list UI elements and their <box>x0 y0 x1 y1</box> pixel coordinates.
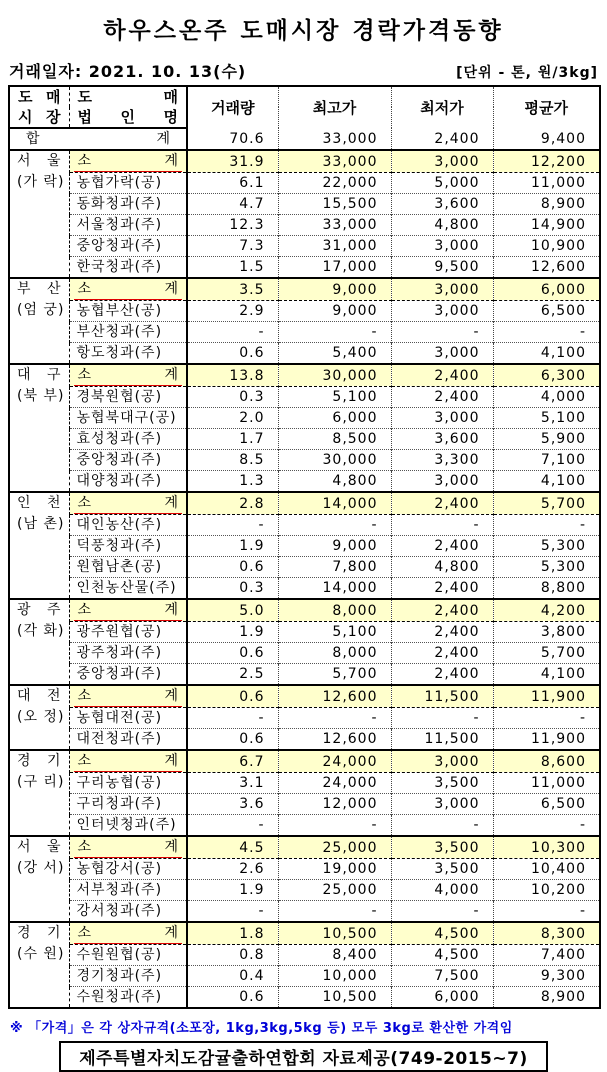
market-cell <box>9 150 69 278</box>
avg-cell: - <box>493 901 600 923</box>
volume-cell: 0.6 <box>187 987 278 1009</box>
subtotal-label-cell <box>69 685 187 708</box>
table-row <box>9 215 600 236</box>
high-cell: 5,100 <box>278 622 391 643</box>
volume-cell: - <box>187 815 278 837</box>
table-row <box>9 450 600 471</box>
corp-name-cell: 인터넷청과(주) <box>69 815 187 837</box>
meta-row <box>9 59 598 82</box>
avg-cell: 10,400 <box>493 859 600 880</box>
low-cell: 3,000 <box>391 343 493 365</box>
volume-cell: 0.6 <box>187 685 278 708</box>
high-cell: 9,000 <box>278 536 391 557</box>
volume-cell: 0.6 <box>187 343 278 365</box>
header-avg: 평균가 <box>493 86 600 128</box>
low-cell: 2,400 <box>391 664 493 686</box>
avg-cell: 7,400 <box>493 945 600 966</box>
subtotal-label: 소 계 <box>74 837 183 858</box>
market-label: (남 촌) <box>17 516 65 532</box>
avg-cell: 5,300 <box>493 536 600 557</box>
high-cell: 9,000 <box>278 278 391 301</box>
avg-cell: 5,100 <box>493 408 600 429</box>
high-cell: 8,000 <box>278 643 391 664</box>
high-cell: 14,000 <box>278 578 391 600</box>
volume-cell: 6.7 <box>187 750 278 773</box>
subtotal-label: 소 계 <box>74 686 183 707</box>
low-cell: 3,000 <box>391 236 493 257</box>
market-label: (각 화) <box>17 623 65 639</box>
low-cell: 3,600 <box>391 429 493 450</box>
subtotal-label-cell <box>69 492 187 515</box>
market-label: (가 락) <box>17 174 65 190</box>
corp-name-cell: 수원청과(주) <box>69 987 187 1009</box>
avg-cell: 12,600 <box>493 257 600 279</box>
low-cell: 3,000 <box>391 408 493 429</box>
volume-cell: 1.3 <box>187 471 278 493</box>
table-row <box>9 794 600 815</box>
high-cell: 8,400 <box>278 945 391 966</box>
corp-name-cell: 농협강서(공) <box>69 859 187 880</box>
volume-cell: 0.3 <box>187 387 278 408</box>
subtotal-label: 소 계 <box>74 751 183 772</box>
subtotal-row <box>9 278 600 301</box>
price-table <box>8 85 601 1009</box>
high-cell: 12,600 <box>278 729 391 751</box>
low-cell: 3,000 <box>391 301 493 322</box>
low-cell: 11,500 <box>391 685 493 708</box>
table-row <box>9 987 600 1009</box>
header-high: 최고가 <box>278 86 391 128</box>
corp-name-cell: 서울청과(주) <box>69 215 187 236</box>
market-cell <box>9 278 69 364</box>
price-footnote: ※ 「가격」은 각 상자규격(소포장, 1kg,3kg,5kg 등) 모두 3kg로 환산한 가격임 <box>10 1021 513 1036</box>
subtotal-row <box>9 836 600 859</box>
low-cell: 3,500 <box>391 773 493 794</box>
corp-name-cell: 덕풍청과(주) <box>69 536 187 557</box>
low-cell: 3,600 <box>391 194 493 215</box>
market-label: (북 부) <box>17 388 65 404</box>
header-volume: 거래량 <box>187 86 278 128</box>
high-cell: 15,500 <box>278 194 391 215</box>
volume-cell: 0.3 <box>187 578 278 600</box>
high-cell: 14,000 <box>278 492 391 515</box>
avg-cell: 6,000 <box>493 278 600 301</box>
high-cell: 25,000 <box>278 836 391 859</box>
high-cell: - <box>278 322 391 343</box>
subtotal-label: 소 계 <box>74 493 183 514</box>
volume-cell: 2.0 <box>187 408 278 429</box>
low-cell: 2,400 <box>391 578 493 600</box>
volume-cell: 6.1 <box>187 173 278 194</box>
low-cell: 2,400 <box>391 599 493 622</box>
corp-name-cell: 한국청과(주) <box>69 257 187 279</box>
avg-cell: - <box>493 515 600 536</box>
table-row <box>9 343 600 365</box>
table-row <box>9 429 600 450</box>
corp-name-cell: 중앙청과(주) <box>69 664 187 686</box>
high-cell: 22,000 <box>278 173 391 194</box>
subtotal-row <box>9 922 600 945</box>
avg-cell: 4,100 <box>493 664 600 686</box>
low-cell: 7,500 <box>391 966 493 987</box>
subtotal-label-cell <box>69 278 187 301</box>
subtotal-row <box>9 364 600 387</box>
high-cell: - <box>278 901 391 923</box>
high-cell: 30,000 <box>278 364 391 387</box>
low-cell: - <box>391 901 493 923</box>
low-cell: 4,500 <box>391 922 493 945</box>
low-cell: 6,000 <box>391 987 493 1009</box>
high-cell: 31,000 <box>278 236 391 257</box>
corp-name-cell: 수원원협(공) <box>69 945 187 966</box>
market-cell <box>9 685 69 750</box>
market-label: 서 울 <box>17 153 62 169</box>
low-cell: 2,400 <box>391 643 493 664</box>
high-cell: - <box>278 708 391 729</box>
unit-label: [단위 - 톤, 원/3kg] <box>456 65 598 81</box>
volume-cell: 3.1 <box>187 773 278 794</box>
low-cell: 3,300 <box>391 450 493 471</box>
avg-cell: 11,900 <box>493 685 600 708</box>
grand-total-avg: 9,400 <box>493 128 600 150</box>
corp-name-cell: 중앙청과(주) <box>69 450 187 471</box>
low-cell: - <box>391 708 493 729</box>
avg-cell: 8,300 <box>493 922 600 945</box>
high-cell: 5,400 <box>278 343 391 365</box>
market-label: 경 기 <box>17 753 62 769</box>
corp-name-cell: 구리청과(주) <box>69 794 187 815</box>
market-cell <box>9 364 69 492</box>
volume-cell: 3.5 <box>187 278 278 301</box>
avg-cell: 9,300 <box>493 966 600 987</box>
avg-cell: 11,900 <box>493 729 600 751</box>
table-row <box>9 901 600 923</box>
avg-cell: 5,700 <box>493 643 600 664</box>
volume-cell: 1.7 <box>187 429 278 450</box>
low-cell: 3,000 <box>391 471 493 493</box>
corp-name-cell: 경북원협(공) <box>69 387 187 408</box>
avg-cell: 3,800 <box>493 622 600 643</box>
market-label: (엄 궁) <box>17 302 65 318</box>
low-cell: 4,800 <box>391 557 493 578</box>
volume-cell: 1.5 <box>187 257 278 279</box>
avg-cell: 14,900 <box>493 215 600 236</box>
volume-cell: - <box>187 708 278 729</box>
avg-cell: 8,900 <box>493 194 600 215</box>
avg-cell: 4,000 <box>493 387 600 408</box>
high-cell: 5,700 <box>278 664 391 686</box>
low-cell: 2,400 <box>391 492 493 515</box>
page-title: 하우스온주 도매시장 경락가격동향 <box>103 18 504 44</box>
corp-name-cell: 대전청과(주) <box>69 729 187 751</box>
table-row <box>9 708 600 729</box>
avg-cell: 10,300 <box>493 836 600 859</box>
market-cell <box>9 599 69 685</box>
subtotal-label-cell <box>69 150 187 173</box>
low-cell: - <box>391 815 493 837</box>
market-label: 대 전 <box>17 688 62 704</box>
subtotal-label: 소 계 <box>74 279 183 300</box>
table-header-row-1 <box>9 86 600 107</box>
volume-cell: 4.7 <box>187 194 278 215</box>
volume-cell: 2.8 <box>187 492 278 515</box>
high-cell: 4,800 <box>278 471 391 493</box>
corp-name-cell: 대양청과(주) <box>69 471 187 493</box>
table-row <box>9 173 600 194</box>
table-row <box>9 729 600 751</box>
subtotal-label-cell <box>69 836 187 859</box>
corp-name-cell: 원협남촌(공) <box>69 557 187 578</box>
subtotal-label-cell <box>69 750 187 773</box>
avg-cell: 8,600 <box>493 750 600 773</box>
corp-name-cell: 인천농산물(주) <box>69 578 187 600</box>
grand-total-volume: 70.6 <box>187 128 278 150</box>
table-row <box>9 322 600 343</box>
market-cell <box>9 492 69 599</box>
corp-name-cell: 농협부산(공) <box>69 301 187 322</box>
low-cell: 2,400 <box>391 364 493 387</box>
volume-cell: 4.5 <box>187 836 278 859</box>
corp-name-cell: 서부청과(주) <box>69 880 187 901</box>
corp-name-cell: 광주청과(주) <box>69 643 187 664</box>
low-cell: 3,500 <box>391 859 493 880</box>
high-cell: 10,500 <box>278 987 391 1009</box>
low-cell: 3,000 <box>391 794 493 815</box>
high-cell: 5,100 <box>278 387 391 408</box>
corp-name-cell: 경기청과(주) <box>69 966 187 987</box>
market-label: (수 원) <box>17 946 65 962</box>
volume-cell: 1.9 <box>187 622 278 643</box>
grand-total-high: 33,000 <box>278 128 391 150</box>
low-cell: - <box>391 515 493 536</box>
volume-cell: 0.4 <box>187 966 278 987</box>
volume-cell: 3.6 <box>187 794 278 815</box>
table-row <box>9 966 600 987</box>
avg-cell: 8,800 <box>493 578 600 600</box>
volume-cell: 2.5 <box>187 664 278 686</box>
grand-total-row <box>9 128 600 150</box>
high-cell: - <box>278 515 391 536</box>
provider-box-wrap <box>0 1041 607 1072</box>
volume-cell: - <box>187 901 278 923</box>
high-cell: 33,000 <box>278 150 391 173</box>
low-cell: 4,500 <box>391 945 493 966</box>
avg-cell: 5,700 <box>493 492 600 515</box>
high-cell: 10,000 <box>278 966 391 987</box>
high-cell: 33,000 <box>278 215 391 236</box>
high-cell: 30,000 <box>278 450 391 471</box>
corp-name-cell: 농협가락(공) <box>69 173 187 194</box>
high-cell: 17,000 <box>278 257 391 279</box>
market-label: (강 서) <box>17 860 65 876</box>
trade-date-label: 거래일자: 2021. 10. 13(수) <box>9 62 247 81</box>
market-cell <box>9 750 69 836</box>
high-cell: 24,000 <box>278 750 391 773</box>
market-label: (구 리) <box>17 774 65 790</box>
header-corp: 도 매 <box>69 86 187 107</box>
table-row <box>9 387 600 408</box>
avg-cell: 6,500 <box>493 794 600 815</box>
volume-cell: 12.3 <box>187 215 278 236</box>
avg-cell: 6,300 <box>493 364 600 387</box>
table-row <box>9 622 600 643</box>
subtotal-label-cell <box>69 599 187 622</box>
low-cell: 9,500 <box>391 257 493 279</box>
table-row <box>9 471 600 493</box>
volume-cell: 13.8 <box>187 364 278 387</box>
low-cell: 2,400 <box>391 536 493 557</box>
avg-cell: 4,200 <box>493 599 600 622</box>
low-cell: 3,000 <box>391 150 493 173</box>
subtotal-label-cell <box>69 922 187 945</box>
high-cell: 8,500 <box>278 429 391 450</box>
market-label: 경 기 <box>17 925 62 941</box>
low-cell: 5,000 <box>391 173 493 194</box>
high-cell: 25,000 <box>278 880 391 901</box>
low-cell: 11,500 <box>391 729 493 751</box>
high-cell: 6,000 <box>278 408 391 429</box>
avg-cell: 4,100 <box>493 471 600 493</box>
table-row <box>9 515 600 536</box>
corp-name-cell: 부산청과(주) <box>69 322 187 343</box>
subtotal-row <box>9 750 600 773</box>
volume-cell: 1.9 <box>187 880 278 901</box>
volume-cell: - <box>187 322 278 343</box>
subtotal-row <box>9 685 600 708</box>
low-cell: 3,500 <box>391 836 493 859</box>
table-row <box>9 945 600 966</box>
header-market-2: 시 장 <box>9 107 69 128</box>
market-label: (오 정) <box>17 709 65 725</box>
avg-cell: 10,200 <box>493 880 600 901</box>
subtotal-label: 소 계 <box>74 365 183 386</box>
volume-cell: 2.6 <box>187 859 278 880</box>
high-cell: - <box>278 815 391 837</box>
volume-cell: 8.5 <box>187 450 278 471</box>
avg-cell: 11,000 <box>493 173 600 194</box>
volume-cell: 0.6 <box>187 643 278 664</box>
grand-total-label: 합 계 <box>26 131 170 147</box>
header-market: 도 매 <box>18 88 61 106</box>
table-row <box>9 301 600 322</box>
table-row <box>9 236 600 257</box>
volume-cell: 7.3 <box>187 236 278 257</box>
market-cell <box>9 922 69 1008</box>
table-row <box>9 578 600 600</box>
high-cell: 7,800 <box>278 557 391 578</box>
volume-cell: 31.9 <box>187 150 278 173</box>
low-cell: 4,000 <box>391 880 493 901</box>
corp-name-cell: 광주원협(공) <box>69 622 187 643</box>
corp-name-cell: 동화청과(주) <box>69 194 187 215</box>
subtotal-label: 소 계 <box>74 923 183 944</box>
grand-total-low: 2,400 <box>391 128 493 150</box>
subtotal-row <box>9 150 600 173</box>
low-cell: 3,000 <box>391 750 493 773</box>
volume-cell: 2.9 <box>187 301 278 322</box>
high-cell: 24,000 <box>278 773 391 794</box>
volume-cell: - <box>187 515 278 536</box>
avg-cell: 10,900 <box>493 236 600 257</box>
high-cell: 8,000 <box>278 599 391 622</box>
subtotal-row <box>9 492 600 515</box>
low-cell: 4,800 <box>391 215 493 236</box>
high-cell: 12,000 <box>278 794 391 815</box>
low-cell: - <box>391 322 493 343</box>
corp-name-cell: 항도청과(주) <box>69 343 187 365</box>
volume-cell: 0.6 <box>187 557 278 578</box>
market-label: 광 주 <box>17 602 62 618</box>
subtotal-label-cell <box>69 364 187 387</box>
low-cell: 2,400 <box>391 387 493 408</box>
avg-cell: 11,000 <box>493 773 600 794</box>
table-row <box>9 194 600 215</box>
market-label: 서 울 <box>17 839 62 855</box>
avg-cell: - <box>493 708 600 729</box>
avg-cell: 8,900 <box>493 987 600 1009</box>
subtotal-label: 소 계 <box>74 151 183 172</box>
avg-cell: 4,100 <box>493 343 600 365</box>
high-cell: 19,000 <box>278 859 391 880</box>
avg-cell: 5,900 <box>493 429 600 450</box>
corp-name-cell: 농협북대구(공) <box>69 408 187 429</box>
volume-cell: 0.6 <box>187 729 278 751</box>
avg-cell: 5,300 <box>493 557 600 578</box>
market-cell <box>9 836 69 922</box>
high-cell: 10,500 <box>278 922 391 945</box>
volume-cell: 0.8 <box>187 945 278 966</box>
table-row <box>9 257 600 279</box>
avg-cell: 12,200 <box>493 150 600 173</box>
table-row <box>9 859 600 880</box>
table-row <box>9 643 600 664</box>
table-row <box>9 536 600 557</box>
table-row <box>9 408 600 429</box>
avg-cell: - <box>493 322 600 343</box>
header-low: 최저가 <box>391 86 493 128</box>
avg-cell: - <box>493 815 600 837</box>
corp-name-cell: 대인농산(주) <box>69 515 187 536</box>
provider-box: 제주특별자치도감귤출하연합회 자료제공(749-2015~7) <box>59 1041 547 1072</box>
volume-cell: 5.0 <box>187 599 278 622</box>
volume-cell: 1.9 <box>187 536 278 557</box>
market-label: 부 산 <box>17 281 62 297</box>
avg-cell: 7,100 <box>493 450 600 471</box>
corp-name-cell: 강서청과(주) <box>69 901 187 923</box>
market-label: 대 구 <box>17 367 62 383</box>
table-row <box>9 557 600 578</box>
table-row <box>9 664 600 686</box>
high-cell: 12,600 <box>278 685 391 708</box>
avg-cell: 6,500 <box>493 301 600 322</box>
corp-name-cell: 농협대전(공) <box>69 708 187 729</box>
subtotal-row <box>9 599 600 622</box>
table-row <box>9 880 600 901</box>
corp-name-cell: 중앙청과(주) <box>69 236 187 257</box>
corp-name-cell: 구리농협(공) <box>69 773 187 794</box>
volume-cell: 1.8 <box>187 922 278 945</box>
high-cell: 9,000 <box>278 301 391 322</box>
header-corp-2: 법 인 명 <box>69 107 187 128</box>
subtotal-label: 소 계 <box>74 600 183 621</box>
low-cell: 3,000 <box>391 278 493 301</box>
table-row <box>9 773 600 794</box>
market-label: 인 천 <box>17 495 62 511</box>
table-row <box>9 815 600 837</box>
corp-name-cell: 효성청과(주) <box>69 429 187 450</box>
low-cell: 2,400 <box>391 622 493 643</box>
